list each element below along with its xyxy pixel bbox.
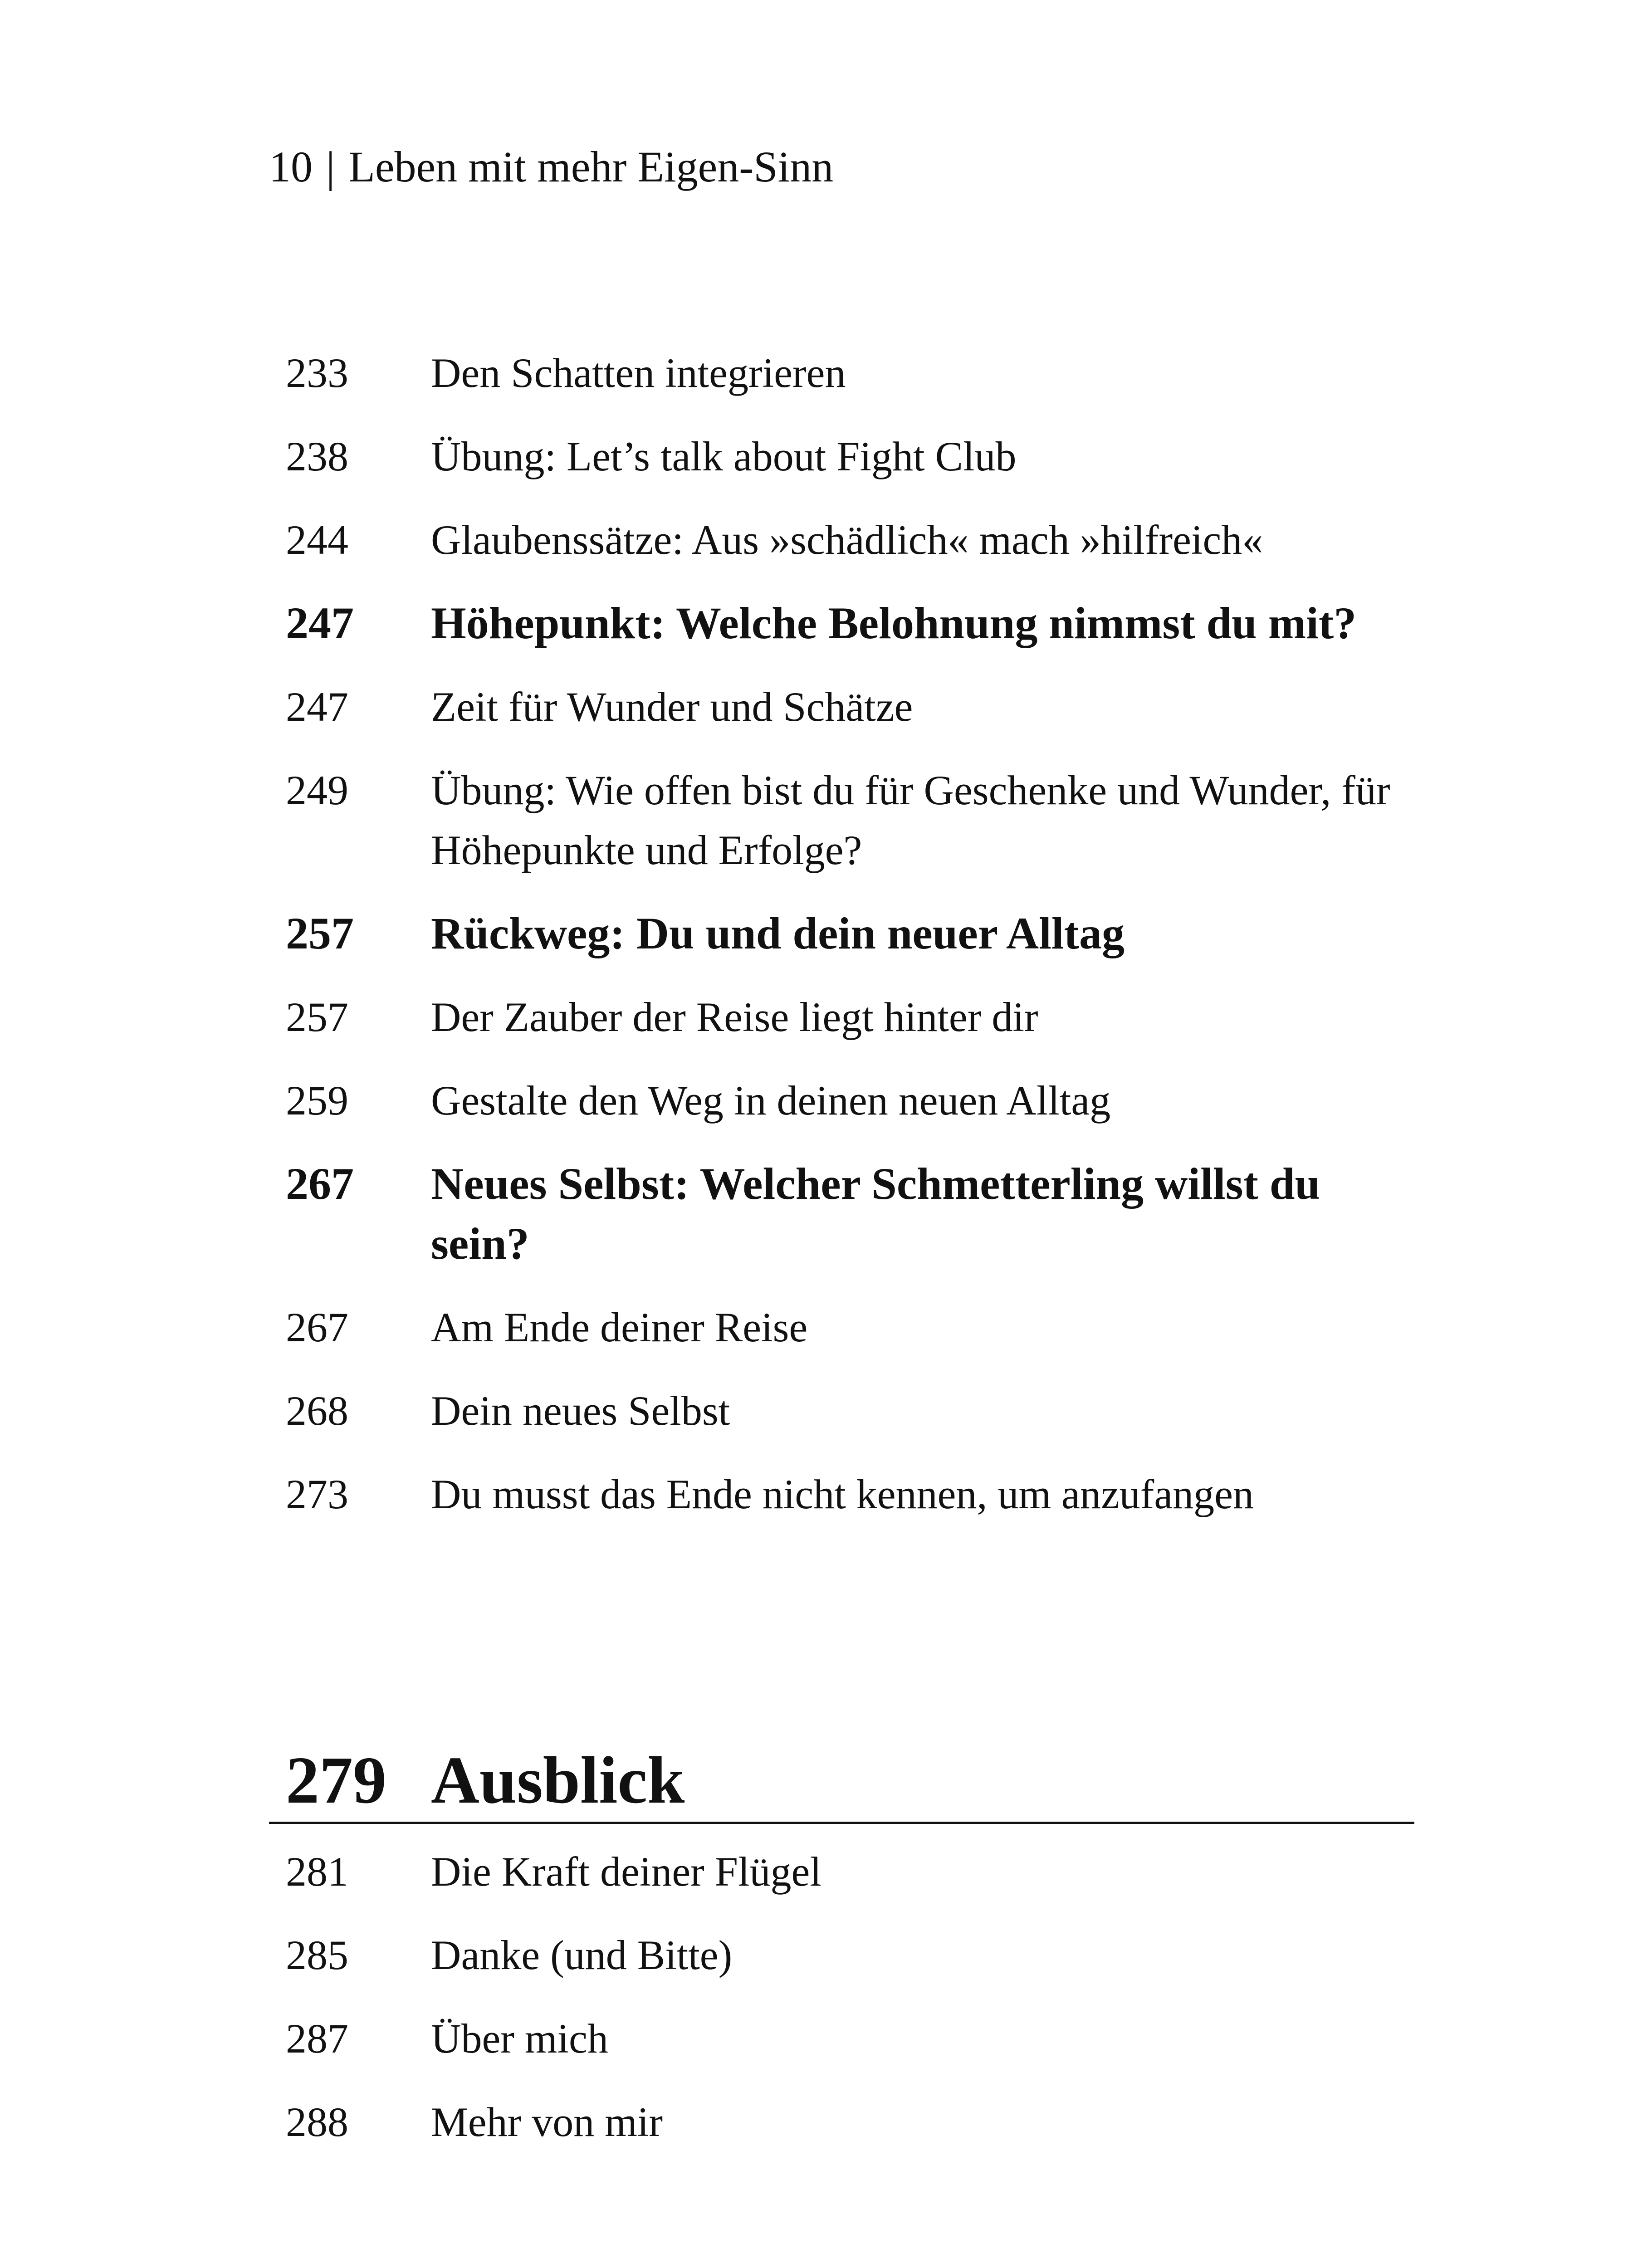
section-title: Ausblick bbox=[431, 1743, 685, 1818]
running-header bbox=[269, 140, 833, 194]
toc-page-number: 257 bbox=[286, 908, 354, 958]
toc-entry-title: Den Schatten integrieren bbox=[431, 350, 846, 396]
toc-entry-title: Zeit für Wunder und Schätze bbox=[431, 684, 913, 730]
toc-entry-title: Dein neues Selbst bbox=[431, 1388, 730, 1434]
toc-chapter-entry bbox=[286, 904, 1406, 963]
header-separator: | bbox=[326, 142, 335, 191]
toc-page-number: 267 bbox=[286, 1158, 354, 1209]
toc-entry-title: Am Ende deiner Reise bbox=[431, 1304, 808, 1350]
toc-entry-title: Über mich bbox=[431, 2015, 608, 2062]
toc-page-number: 287 bbox=[286, 2015, 348, 2062]
toc-entry bbox=[286, 1070, 1406, 1130]
toc-entry bbox=[286, 1297, 1406, 1357]
toc-page-number: 244 bbox=[286, 517, 348, 563]
section-contents bbox=[286, 1842, 1406, 2175]
toc-entry bbox=[286, 343, 1406, 403]
table-of-contents bbox=[286, 343, 1406, 1548]
toc-entry-title: Glaubenssätze: Aus »schädlich« mach »hilfreich« bbox=[431, 517, 1263, 563]
toc-entry-title: Gestalte den Weg in deinen neuen Alltag bbox=[431, 1077, 1111, 1124]
toc-page-number: 257 bbox=[286, 994, 348, 1040]
toc-entry bbox=[286, 426, 1406, 486]
toc-chapter-title: Neues Selbst: Welcher Schmetterling willst du sein? bbox=[431, 1158, 1320, 1269]
toc-entry-title: Übung: Wie offen bist du für Geschenke und Wunder, für Höhepunkte und Erfolge? bbox=[431, 767, 1390, 873]
toc-page-number: 267 bbox=[286, 1304, 348, 1350]
toc-chapter-entry bbox=[286, 593, 1406, 653]
toc-page-number: 273 bbox=[286, 1471, 348, 1517]
toc-page-number: 285 bbox=[286, 1932, 348, 1978]
toc-page-number: 259 bbox=[286, 1077, 348, 1124]
section-page-number: 279 bbox=[286, 1743, 386, 1818]
toc-page-number: 249 bbox=[286, 767, 348, 813]
toc-entry bbox=[286, 677, 1406, 737]
toc-entry bbox=[286, 987, 1406, 1047]
toc-entry bbox=[286, 1925, 1406, 1985]
toc-entry bbox=[286, 760, 1406, 880]
toc-entry bbox=[286, 2092, 1406, 2152]
toc-entry bbox=[286, 1381, 1406, 1441]
toc-page-number: 233 bbox=[286, 350, 348, 396]
toc-entry bbox=[286, 2009, 1406, 2068]
toc-page-number: 238 bbox=[286, 433, 348, 479]
toc-page-number: 247 bbox=[286, 598, 354, 648]
toc-chapter-entry bbox=[286, 1154, 1406, 1274]
toc-entry bbox=[286, 1842, 1406, 1901]
header-book-title: Leben mit mehr Eigen-Sinn bbox=[348, 142, 834, 191]
toc-page-number: 247 bbox=[286, 684, 348, 730]
toc-entry-title: Danke (und Bitte) bbox=[431, 1932, 733, 1978]
toc-entry-title: Die Kraft deiner Flügel bbox=[431, 1848, 821, 1895]
toc-entry bbox=[286, 1464, 1406, 1524]
toc-page-number: 288 bbox=[286, 2099, 348, 2145]
toc-page-number: 268 bbox=[286, 1388, 348, 1434]
toc-chapter-title: Höhepunkt: Welche Belohnung nimmst du mit? bbox=[431, 598, 1357, 648]
toc-entry-title: Der Zauber der Reise liegt hinter dir bbox=[431, 994, 1038, 1040]
toc-entry bbox=[286, 510, 1406, 570]
header-page-number: 10 bbox=[269, 142, 313, 191]
toc-entry-title: Du musst das Ende nicht kennen, um anzufangen bbox=[431, 1471, 1254, 1517]
toc-chapter-title: Rückweg: Du und dein neuer Alltag bbox=[431, 908, 1125, 958]
toc-page-number: 281 bbox=[286, 1848, 348, 1895]
toc-entry-title: Übung: Let’s talk about Fight Club bbox=[431, 433, 1017, 479]
section-heading bbox=[269, 1728, 1414, 1824]
toc-entry-title: Mehr von mir bbox=[431, 2099, 663, 2145]
